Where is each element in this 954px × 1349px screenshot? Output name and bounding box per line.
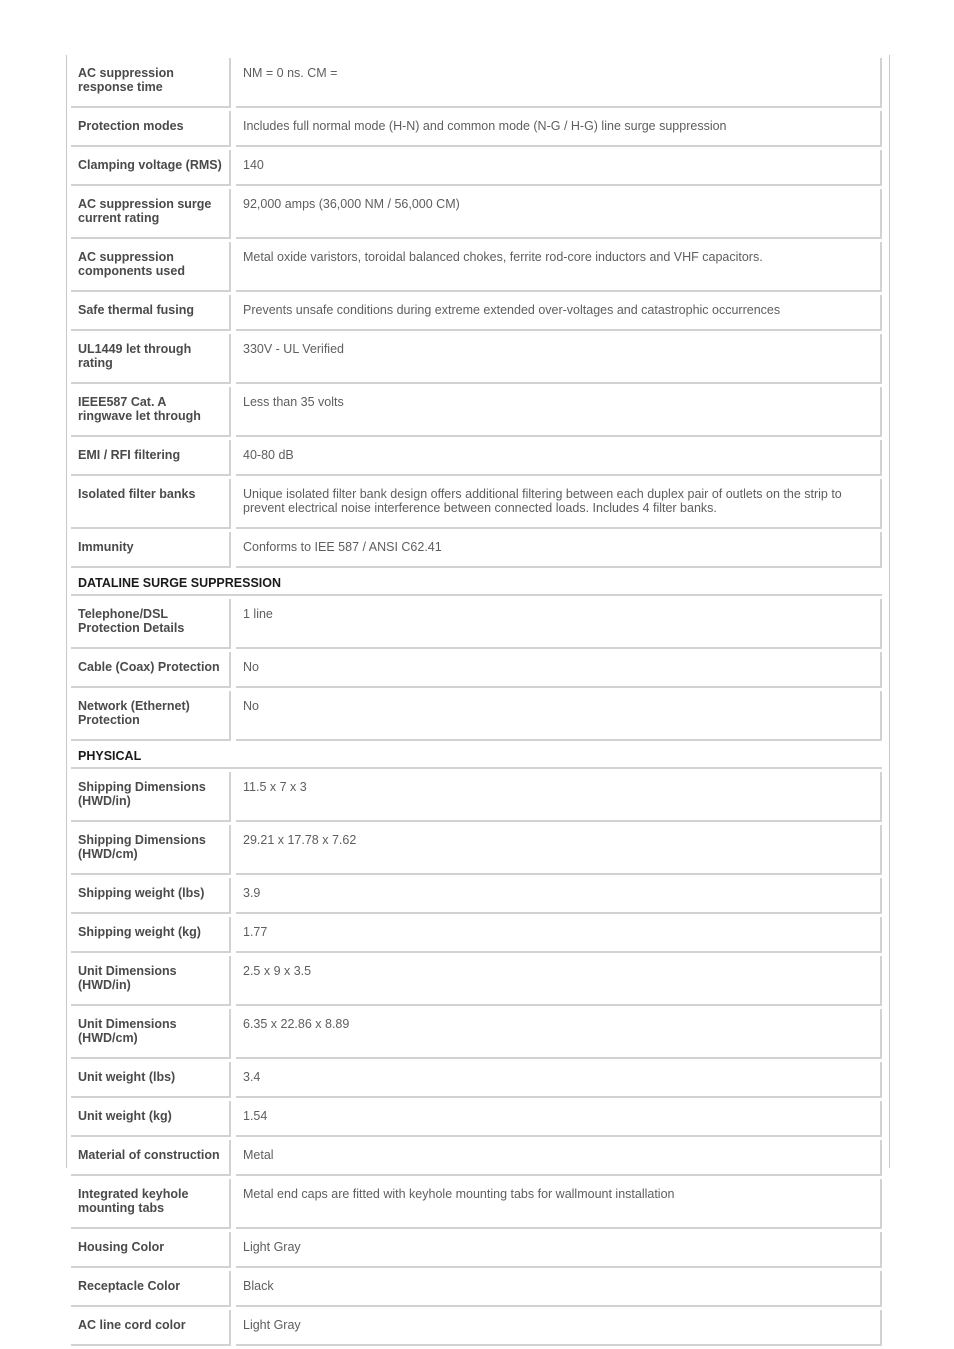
spec-row xyxy=(71,150,882,186)
spec-value: 3.4 xyxy=(236,1062,882,1098)
spec-label: Unit Dimensions (HWD/in) xyxy=(71,956,231,1006)
spec-label: AC suppression response time xyxy=(71,58,231,108)
spec-label: AC suppression components used xyxy=(71,242,231,292)
spec-value: 1 line xyxy=(236,599,882,649)
spec-value: No xyxy=(236,652,882,688)
spec-value: NM = 0 ns. CM = xyxy=(236,58,882,108)
spec-row xyxy=(71,111,882,147)
spec-row xyxy=(71,1310,882,1346)
spec-value: Light Gray xyxy=(236,1232,882,1268)
spec-value: 29.21 x 17.78 x 7.62 xyxy=(236,825,882,875)
spec-row xyxy=(71,440,882,476)
spec-row xyxy=(71,1101,882,1137)
spec-row xyxy=(71,1179,882,1229)
spec-label: Unit weight (lbs) xyxy=(71,1062,231,1098)
spec-label: UL1449 let through rating xyxy=(71,334,231,384)
spec-label: Unit Dimensions (HWD/cm) xyxy=(71,1009,231,1059)
spec-value: Less than 35 volts xyxy=(236,387,882,437)
spec-label: Shipping weight (kg) xyxy=(71,917,231,953)
spec-row xyxy=(71,652,882,688)
spec-table-body xyxy=(71,58,882,1346)
spec-label: Network (Ethernet) Protection xyxy=(71,691,231,741)
spec-value: 6.35 x 22.86 x 8.89 xyxy=(236,1009,882,1059)
spec-label: Shipping Dimensions (HWD/in) xyxy=(71,772,231,822)
spec-value: 3.9 xyxy=(236,878,882,914)
spec-row xyxy=(71,532,882,568)
spec-row xyxy=(71,242,882,292)
spec-label: Integrated keyhole mounting tabs xyxy=(71,1179,231,1229)
spec-label: Protection modes xyxy=(71,111,231,147)
spec-row xyxy=(71,878,882,914)
spec-row xyxy=(71,1140,882,1176)
spec-row xyxy=(71,772,882,822)
spec-label: EMI / RFI filtering xyxy=(71,440,231,476)
spec-value: Includes full normal mode (H-N) and common mode (N-G / H-G) line surge suppression xyxy=(236,111,882,147)
spec-value: Conforms to IEE 587 / ANSI C62.41 xyxy=(236,532,882,568)
spec-label: Safe thermal fusing xyxy=(71,295,231,331)
spec-row xyxy=(71,334,882,384)
spec-value: 40-80 dB xyxy=(236,440,882,476)
spec-row xyxy=(71,479,882,529)
spec-row xyxy=(71,599,882,649)
spec-value: 92,000 amps (36,000 NM / 56,000 CM) xyxy=(236,189,882,239)
spec-value: 330V - UL Verified xyxy=(236,334,882,384)
spec-row xyxy=(71,917,882,953)
spec-row xyxy=(71,1271,882,1307)
spec-value: 1.54 xyxy=(236,1101,882,1137)
spec-row xyxy=(71,189,882,239)
spec-value: No xyxy=(236,691,882,741)
spec-row xyxy=(71,1009,882,1059)
section-heading: PHYSICAL xyxy=(71,744,882,769)
spec-label: IEEE587 Cat. A ringwave let through xyxy=(71,387,231,437)
spec-label: Receptacle Color xyxy=(71,1271,231,1307)
spec-value: Light Gray xyxy=(236,1310,882,1346)
spec-label: Cable (Coax) Protection xyxy=(71,652,231,688)
spec-label: Housing Color xyxy=(71,1232,231,1268)
spec-value: Metal xyxy=(236,1140,882,1176)
spec-value: 11.5 x 7 x 3 xyxy=(236,772,882,822)
spec-value: Metal end caps are fitted with keyhole mounting tabs for wallmount installation xyxy=(236,1179,882,1229)
spec-value: 2.5 x 9 x 3.5 xyxy=(236,956,882,1006)
spec-label: Shipping Dimensions (HWD/cm) xyxy=(71,825,231,875)
spec-value: Unique isolated filter bank design offers additional filtering between each duplex pair of outlets on the strip to prevent electrical noise interference between connected loads. Includes 4 filter banks. xyxy=(236,479,882,529)
spec-value: Black xyxy=(236,1271,882,1307)
spec-label: AC line cord color xyxy=(71,1310,231,1346)
section-header-row xyxy=(71,744,882,769)
spec-label: AC suppression surge current rating xyxy=(71,189,231,239)
spec-row xyxy=(71,1062,882,1098)
spec-label: Telephone/DSL Protection Details xyxy=(71,599,231,649)
spec-row xyxy=(71,956,882,1006)
spec-row xyxy=(71,691,882,741)
spec-row xyxy=(71,825,882,875)
spec-value: 1.77 xyxy=(236,917,882,953)
spec-row xyxy=(71,387,882,437)
spec-row xyxy=(71,58,882,108)
spec-label: Immunity xyxy=(71,532,231,568)
spec-label: Shipping weight (lbs) xyxy=(71,878,231,914)
spec-row xyxy=(71,1232,882,1268)
spec-label: Unit weight (kg) xyxy=(71,1101,231,1137)
section-header-row xyxy=(71,571,882,596)
section-heading: DATALINE SURGE SUPPRESSION xyxy=(71,571,882,596)
spec-value: Prevents unsafe conditions during extreme extended over-voltages and catastrophic occurrences xyxy=(236,295,882,331)
spec-value: 140 xyxy=(236,150,882,186)
spec-label: Material of construction xyxy=(71,1140,231,1176)
spec-label: Clamping voltage (RMS) xyxy=(71,150,231,186)
spec-value: Metal oxide varistors, toroidal balanced chokes, ferrite rod-core inductors and VHF capacitors. xyxy=(236,242,882,292)
spec-table xyxy=(71,55,882,1349)
spec-label: Isolated filter banks xyxy=(71,479,231,529)
spec-row xyxy=(71,295,882,331)
